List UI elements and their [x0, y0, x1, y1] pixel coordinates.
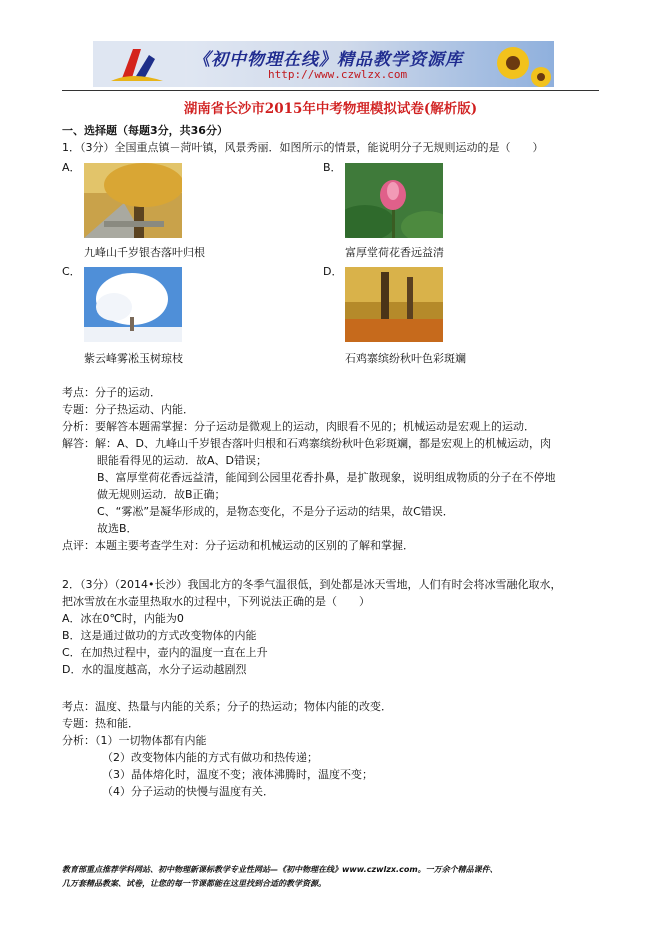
- q1-option-b-letter: B．: [323, 161, 342, 174]
- footer-line-1: 教育部重点推荐学科网站、初中物理新课标教学专业性网站—《初中物理在线》www.czwlzx.com。一万余个精品课件、: [62, 865, 498, 874]
- banner-url[interactable]: http://www.czwlzx.com: [268, 68, 408, 81]
- section-heading: 一、选择题（每题3分，共36分）: [62, 124, 228, 137]
- q2-zhuanti: 专题：热和能．: [62, 717, 139, 730]
- banner-title: 《初中物理在线》精品教学资源库: [193, 50, 463, 70]
- q1-option-d-caption: 石鸡寨缤纷秋叶色彩斑斓: [345, 352, 466, 365]
- q2-fenxi-line-4: （4）分子运动的快慢与温度有关．: [102, 785, 274, 798]
- q2-fenxi-line-2: （2）改变物体内能的方式有做功和热传递；: [102, 751, 318, 764]
- q2-option-a: A．冰在0℃时，内能为0: [62, 612, 184, 625]
- q1-fenxi: 分析：要解答本题需掌握：分子运动是微观上的运动，肉眼看不见的；机械运动是宏观上的运动．: [62, 420, 535, 433]
- header-divider: [62, 90, 599, 91]
- footer-line-2: 几万套精品教案、试卷，让您的每一节课都能在这里找到合适的教学资源。: [62, 879, 326, 888]
- q1-kaodian: 考点：分子的运动．: [62, 386, 161, 399]
- q1-jieda-line-6: 故选B．: [97, 522, 138, 535]
- site-banner: [93, 41, 554, 87]
- q1-jieda-line-3: B、富厚堂荷花香远益清，能闻到公园里花香扑鼻，是扩散现象，说明组成物质的分子在不停地: [97, 471, 556, 484]
- q1-option-b-caption: 富厚堂荷花香远益清: [345, 246, 444, 259]
- q2-kaodian: 考点：温度、热量与内能的关系；分子的热运动；物体内能的改变．: [62, 700, 392, 713]
- q1-option-d-letter: D．: [323, 265, 343, 278]
- q1-option-a-image: [84, 163, 182, 238]
- q1-option-b-image: [345, 163, 443, 238]
- q1-option-c-caption: 紫云峰雾凇玉树琼枝: [84, 352, 183, 365]
- q2-fenxi-line-1: 分析：（1）一切物体都有内能: [62, 734, 207, 747]
- q1-dianping: 点评：本题主要考查学生对：分子运动和机械运动的区别的了解和掌握．: [62, 539, 414, 552]
- q1-option-c-image: [84, 267, 182, 342]
- q2-fenxi-line-3: （3）晶体熔化时，温度不变；液体沸腾时，温度不变；: [102, 768, 373, 781]
- q2-option-d: D．水的温度越高，水分子运动越剧烈: [62, 663, 247, 676]
- q2-stem-line-2: 把冰雪放在水壶里热取水的过程中，下列说法正确的是（ ）: [62, 595, 370, 608]
- q1-option-c-letter: C．: [62, 265, 81, 278]
- q2-option-c: C．在加热过程中，壶内的温度一直在上升: [62, 646, 268, 659]
- document-title: 湖南省长沙市2015年中考物理模拟试卷(解析版): [183, 101, 478, 117]
- q2-option-b: B．这是通过做功的方式改变物体的内能: [62, 629, 257, 642]
- q1-jieda-line-5: C、“雾凇”是凝华形成的，是物态变化，不是分子运动的结果，故C错误．: [97, 505, 454, 518]
- q1-jieda-line-1: 解答：解：A、D、九峰山千岁银杏落叶归根和石鸡寨缤纷秋叶色彩斑斓，都是宏观上的机械运动，肉: [62, 437, 551, 450]
- page-footer: [62, 863, 602, 891]
- q1-option-d-image: [345, 267, 443, 342]
- q1-jieda-line-4: 做无规则运动．故B正确；: [97, 488, 226, 501]
- q2-stem-line-1: 2．（3分）（2014•长沙）我国北方的冬季气温很低，到处都是冰天雪地，人们有时会将冰雪融化取水，: [62, 578, 562, 591]
- q1-jieda-line-2: 眼能看得见的运动．故A、D错误；: [97, 454, 267, 467]
- q1-stem: 1．（3分）全国重点镇－菏叶镇，风景秀丽．如图所示的情景，能说明分子无规则运动的是（ ）: [62, 141, 544, 154]
- q1-option-a-letter: A．: [62, 161, 81, 174]
- q1-option-a-caption: 九峰山千岁银杏落叶归根: [84, 246, 205, 259]
- q1-zhuanti: 专题：分子热运动、内能．: [62, 403, 194, 416]
